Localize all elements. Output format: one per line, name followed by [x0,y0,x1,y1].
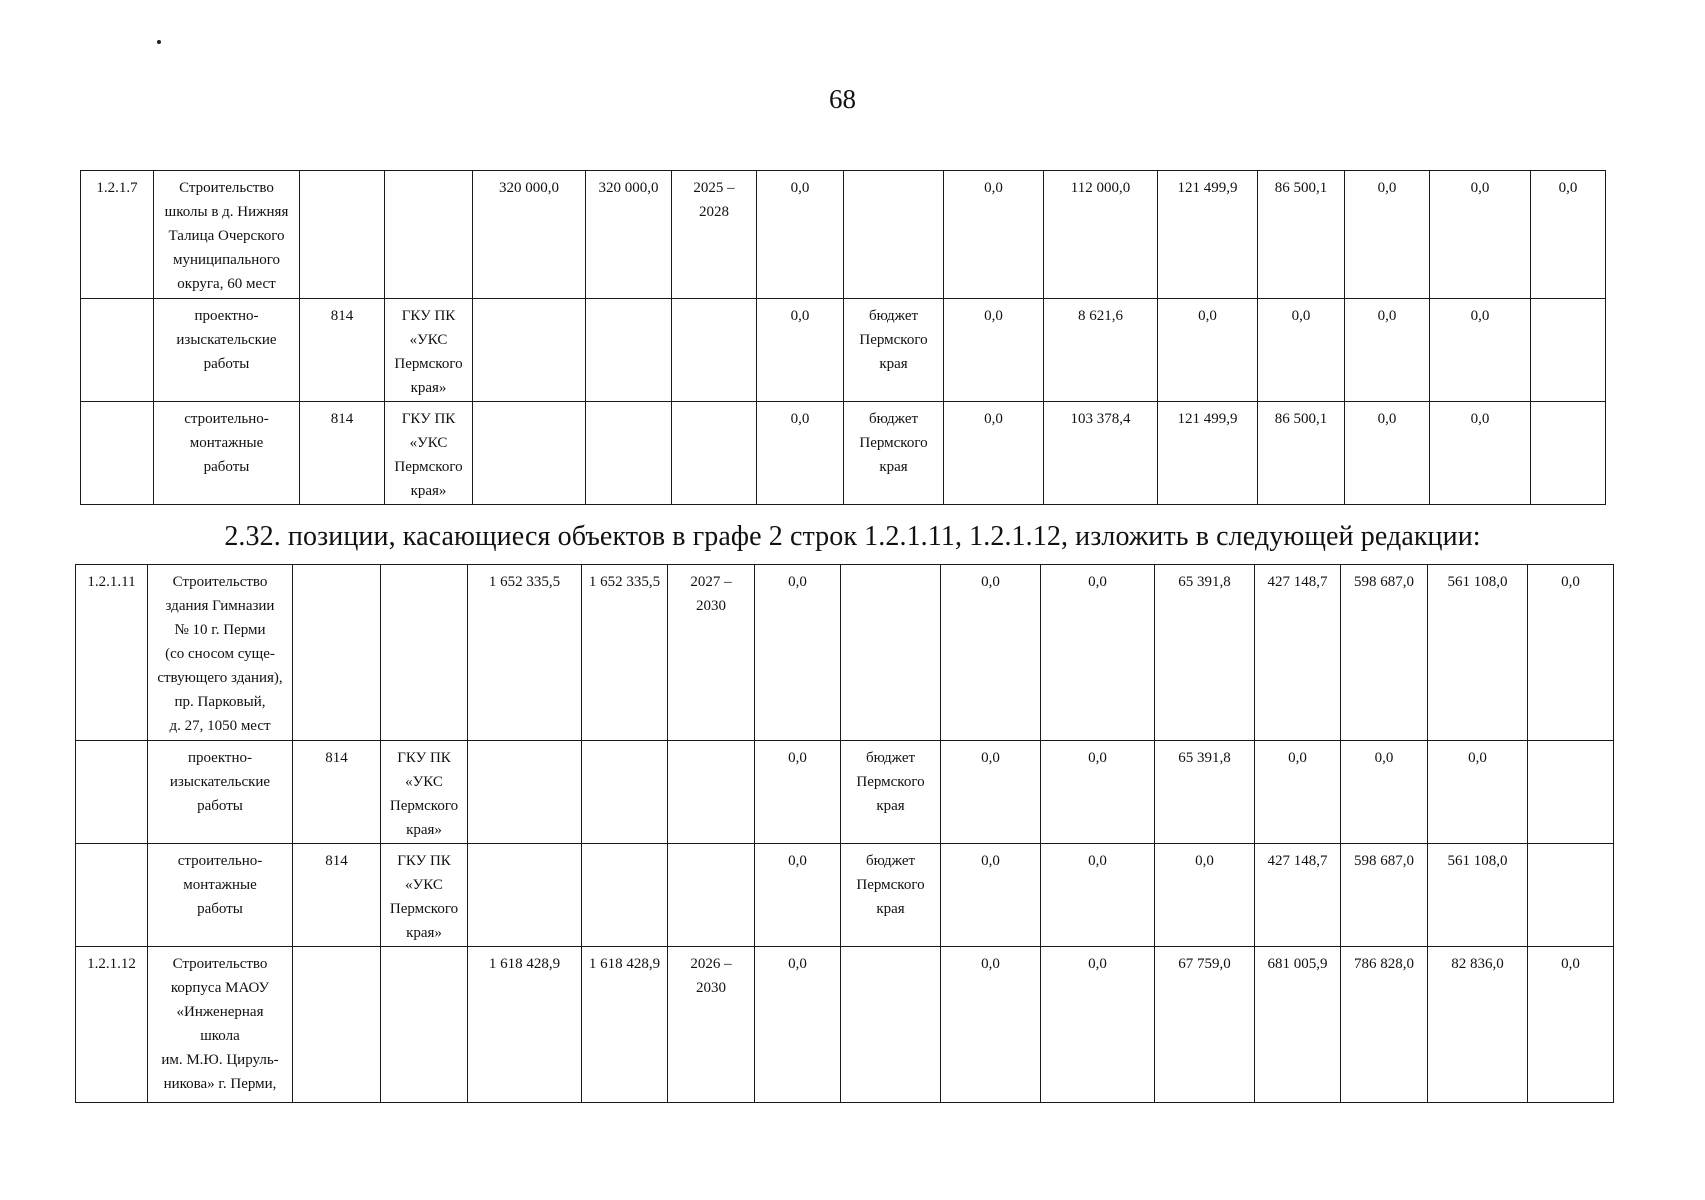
table-cell: 65 391,8 [1155,741,1255,844]
table-cell: 0,0 [1428,741,1528,844]
table-cell: 65 391,8 [1155,565,1255,741]
table-cell: 0,0 [1430,402,1531,505]
table-cell: 561 108,0 [1428,844,1528,947]
table-cell: бюджет Пермского края [841,844,941,947]
table-cell: ГКУ ПК «УКС Пермского края» [381,844,468,947]
table-cell: строительно- монтажные работы [154,402,300,505]
table-cell: Строительство корпуса МАОУ «Инженерная школа им. М.Ю. Цируль- никова» г. Перми, [148,947,293,1103]
table-cell: 1.2.1.7 [81,171,154,299]
table-cell: 86 500,1 [1258,171,1345,299]
table-row [81,402,1606,505]
table-cell: бюджет Пермского края [841,741,941,844]
table-cell: 0,0 [1158,299,1258,402]
table-cell: 814 [293,741,381,844]
table-cell: 0,0 [1528,947,1614,1103]
table-cell: 0,0 [941,844,1041,947]
table-cell: 0,0 [941,947,1041,1103]
table-cell [668,741,755,844]
table-cell: 82 836,0 [1428,947,1528,1103]
table-cell [468,844,582,947]
table-cell: 0,0 [944,299,1044,402]
table-cell: 427 148,7 [1255,565,1341,741]
table-cell [473,299,586,402]
table-cell: ГКУ ПК «УКС Пермского края» [381,741,468,844]
table-cell [300,171,385,299]
table-cell: 1 652 335,5 [582,565,668,741]
table-cell [81,402,154,505]
table-cell [1528,741,1614,844]
table-cell: 0,0 [757,299,844,402]
table-cell: 0,0 [1041,565,1155,741]
table-cell: 0,0 [1258,299,1345,402]
table-row [76,947,1614,1103]
table-cell: 0,0 [1430,171,1531,299]
scan-speck [157,40,161,44]
table-cell [1531,299,1606,402]
table-cell: проектно- изыскательские работы [148,741,293,844]
table-cell [586,402,672,505]
table-cell: 2027 – 2030 [668,565,755,741]
table-cell [672,299,757,402]
table-cell: 0,0 [1041,741,1155,844]
table-cell [76,844,148,947]
table-cell [381,565,468,741]
table-cell: 561 108,0 [1428,565,1528,741]
table-cell [293,947,381,1103]
table-cell: 121 499,9 [1158,402,1258,505]
table-cell: 1 618 428,9 [468,947,582,1103]
table-cell: 1.2.1.12 [76,947,148,1103]
table-cell: 103 378,4 [1044,402,1158,505]
table-cell [841,947,941,1103]
table-bottom [75,564,1614,1103]
table-cell: 814 [300,299,385,402]
table-cell: Строительство здания Гимназии № 10 г. Перми (со сносом суще- ствующего здания), пр. Парковый, д. 27, 1050 мест [148,565,293,741]
table-cell [385,171,473,299]
table-cell [1528,844,1614,947]
table-cell: 814 [300,402,385,505]
table-cell: 121 499,9 [1158,171,1258,299]
table-cell: бюджет Пермского края [844,299,944,402]
table-cell [844,171,944,299]
table-cell: 0,0 [1041,947,1155,1103]
table-cell [586,299,672,402]
amendment-heading: 2.32. позиции, касающиеся объектов в графе 2 строк 1.2.1.11, 1.2.1.12, изложить в следующей редакции: [224,521,1481,552]
table-row [76,741,1614,844]
table-cell: Строительство школы в д. Нижняя Талица Очерского муниципального округа, 60 мест [154,171,300,299]
table-cell: 0,0 [1255,741,1341,844]
table-cell: 2025 – 2028 [672,171,757,299]
table-cell: 0,0 [1528,565,1614,741]
table-cell: ГКУ ПК «УКС Пермского края» [385,299,473,402]
table-cell: строительно- монтажные работы [148,844,293,947]
table-cell: проектно- изыскательские работы [154,299,300,402]
table-cell [582,844,668,947]
table-cell: 0,0 [1345,402,1430,505]
table-cell [468,741,582,844]
table-cell: 598 687,0 [1341,565,1428,741]
table-cell: 0,0 [1531,171,1606,299]
page-number: 68 [829,84,856,114]
table-cell [381,947,468,1103]
table-cell [672,402,757,505]
table-cell: 0,0 [755,741,841,844]
table-cell: 814 [293,844,381,947]
table-cell: 0,0 [1155,844,1255,947]
table-cell [81,299,154,402]
table-row [76,844,1614,947]
table-row [81,299,1606,402]
table-cell: 598 687,0 [1341,844,1428,947]
table-cell: 0,0 [1341,741,1428,844]
table-cell [841,565,941,741]
table-cell: 86 500,1 [1258,402,1345,505]
table-cell [293,565,381,741]
table-cell: 320 000,0 [473,171,586,299]
table-cell: 320 000,0 [586,171,672,299]
table-cell: 427 148,7 [1255,844,1341,947]
table-cell: 8 621,6 [1044,299,1158,402]
table-cell: бюджет Пермского края [844,402,944,505]
table-cell: 112 000,0 [1044,171,1158,299]
table-cell: 681 005,9 [1255,947,1341,1103]
table-cell [473,402,586,505]
table-cell: 0,0 [944,402,1044,505]
table-cell: 0,0 [941,741,1041,844]
table-cell: 0,0 [755,565,841,741]
table-cell: 786 828,0 [1341,947,1428,1103]
table-cell: 0,0 [1430,299,1531,402]
table-top [80,170,1606,505]
table-cell: 0,0 [755,947,841,1103]
table-cell: 67 759,0 [1155,947,1255,1103]
table-cell: 0,0 [944,171,1044,299]
table-cell: 2026 – 2030 [668,947,755,1103]
table-cell [76,741,148,844]
table-cell: 0,0 [757,171,844,299]
table-cell: 0,0 [1345,299,1430,402]
table-cell: 0,0 [757,402,844,505]
table-cell: 0,0 [1345,171,1430,299]
table-cell [1531,402,1606,505]
table-row [76,565,1614,741]
table-cell: 0,0 [1041,844,1155,947]
table-cell [668,844,755,947]
table-cell: 1 618 428,9 [582,947,668,1103]
table-cell: 1 652 335,5 [468,565,582,741]
table-cell: 0,0 [941,565,1041,741]
table-cell: ГКУ ПК «УКС Пермского края» [385,402,473,505]
table-cell: 0,0 [755,844,841,947]
table-cell [582,741,668,844]
table-cell: 1.2.1.11 [76,565,148,741]
table-row [81,171,1606,299]
